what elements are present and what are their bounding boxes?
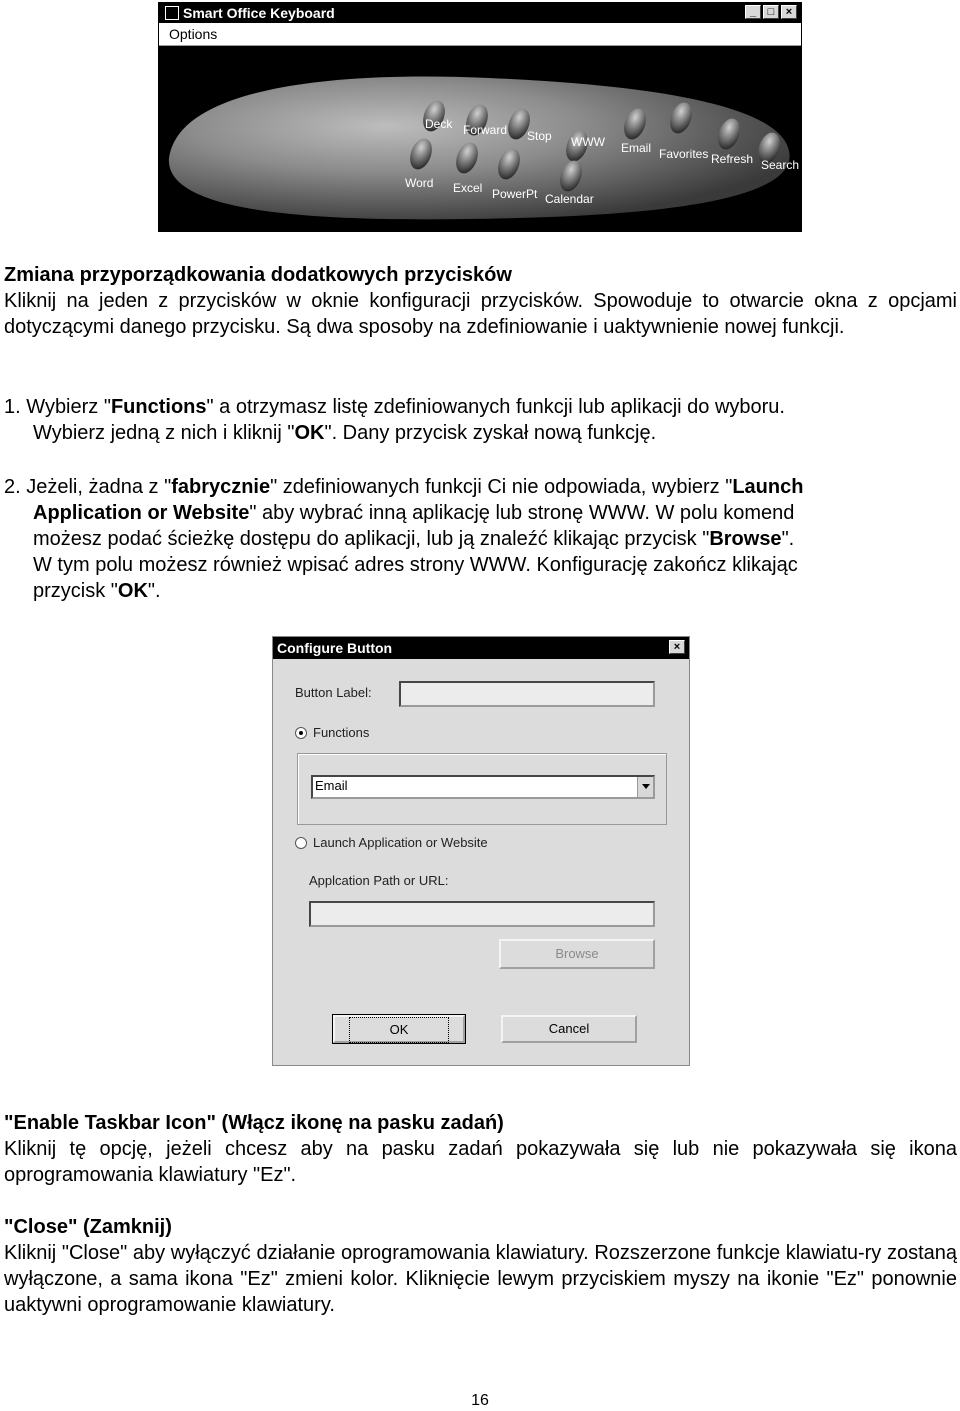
key-label-favorites: Favorites — [659, 147, 709, 161]
radio-launch-label: Launch Application or Website — [313, 835, 488, 850]
keyboard-menu-bar — [159, 23, 801, 46]
key-label-forward: Forward — [463, 123, 508, 137]
key-label-powerpt: PowerPt — [492, 187, 538, 201]
key-label-refresh: Refresh — [711, 152, 754, 166]
key-label-email: Email — [621, 141, 652, 155]
minimize-button[interactable]: _ — [745, 5, 761, 19]
app-icon — [165, 6, 179, 20]
cancel-button[interactable]: Cancel — [501, 1015, 637, 1043]
key-label-search: Search — [761, 158, 800, 172]
step-2-line-1: 2. Jeżeli, żadna z "fabrycznie" zdefiniowanych funkcji Ci nie odpowiada, wybierz "Launch — [4, 476, 804, 498]
key-label-www: WWW — [571, 135, 605, 149]
smart-office-keyboard-window — [158, 2, 802, 232]
step-2-line-5: przycisk "OK". — [33, 580, 161, 602]
key-label-excel: Excel — [453, 181, 483, 195]
step-2-line-4: W tym polu możesz również wpisać adres strony WWW. Konfigurację zakończ klikając — [33, 554, 798, 576]
step-2-line-3: możesz podać ścieżkę dostępu do aplikacji, lub ją znaleźć klikając przycisk "Browse". — [33, 528, 795, 550]
button-label-input[interactable] — [399, 681, 655, 707]
keyboard-window-title: Smart Office Keyboard — [183, 5, 335, 21]
dialog-title-bar — [273, 637, 689, 659]
key-label-deck: Deck — [425, 117, 453, 131]
step-1-line-1: 1. Wybierz "Functions" a otrzymasz listę zdefiniowanych funkcji lub aplikacji do wyboru. — [4, 396, 785, 418]
configure-button-dialog — [272, 636, 690, 1066]
browse-button[interactable]: Browse — [499, 939, 655, 969]
step-2-line-2: Application or Website" aby wybrać inną aplikację lub stronę WWW. W polu komend — [33, 502, 795, 524]
chevron-down-icon[interactable] — [637, 777, 653, 797]
ok-button[interactable] — [333, 1015, 465, 1043]
key-label-word: Word — [405, 176, 434, 190]
radio-launch[interactable] — [295, 837, 307, 849]
ok-button-label: OK — [349, 1017, 450, 1043]
key-label-stop: Stop — [527, 129, 552, 143]
maximize-button[interactable]: □ — [763, 5, 779, 19]
keyboard-image — [159, 46, 801, 231]
dialog-title: Configure Button — [277, 640, 393, 656]
section-reassign-intro: Kliknij na jeden z przycisków w oknie konfiguracji przycisków. Spowoduje to otwarcie okna z opcjami dotyczącymi danego przycisku. Są dwa sposoby na zdefiniowanie i uaktywnienie nowej funkcji. — [4, 290, 957, 338]
functions-dropdown-value: Email — [315, 778, 348, 793]
button-label-caption: Button Label: — [295, 685, 372, 700]
radio-functions-label: Functions — [313, 725, 370, 740]
functions-dropdown[interactable] — [311, 775, 655, 799]
step-2 — [4, 474, 957, 604]
section-taskbar-body: Kliknij tę opcję, jeżeli chcesz aby na pasku zadań pokazywała się lub nie pokazywała się ikona oprogramowania klawiatury "Ez". — [4, 1138, 957, 1186]
page-number: 16 — [471, 1392, 489, 1409]
section-close-body: Kliknij "Close" aby wyłączyć działanie oprogramowania klawiatury. Rozszerzone funkcje klawiatu-ry zostaną wyłączone, a sama ikona "Ez" zmieni kolor. Kliknięcie lewym przyciskiem myszy na ikonie "Ez" ponownie uaktywni oprogramowanie klawiatury. — [4, 1242, 957, 1316]
section-taskbar-heading: "Enable Taskbar Icon" (Włącz ikonę na pasku zadań) — [4, 1112, 504, 1134]
close-button[interactable]: × — [781, 5, 797, 19]
section-close-heading: "Close" (Zamknij) — [4, 1216, 172, 1238]
menu-options[interactable]: Options — [169, 26, 218, 42]
keyboard-title-bar — [159, 3, 801, 23]
radio-functions[interactable] — [295, 727, 307, 739]
dialog-close-button[interactable]: × — [669, 640, 685, 654]
key-label-calendar: Calendar — [545, 192, 594, 206]
section-reassign-heading: Zmiana przyporządkowania dodatkowych przycisków — [4, 264, 512, 286]
step-1 — [4, 394, 957, 446]
path-caption: Applcation Path or URL: — [309, 873, 449, 888]
step-1-line-2: Wybierz jedną z nich i kliknij "OK". Dany przycisk zyskał nową funkcję. — [33, 422, 657, 444]
path-input[interactable] — [309, 901, 655, 927]
